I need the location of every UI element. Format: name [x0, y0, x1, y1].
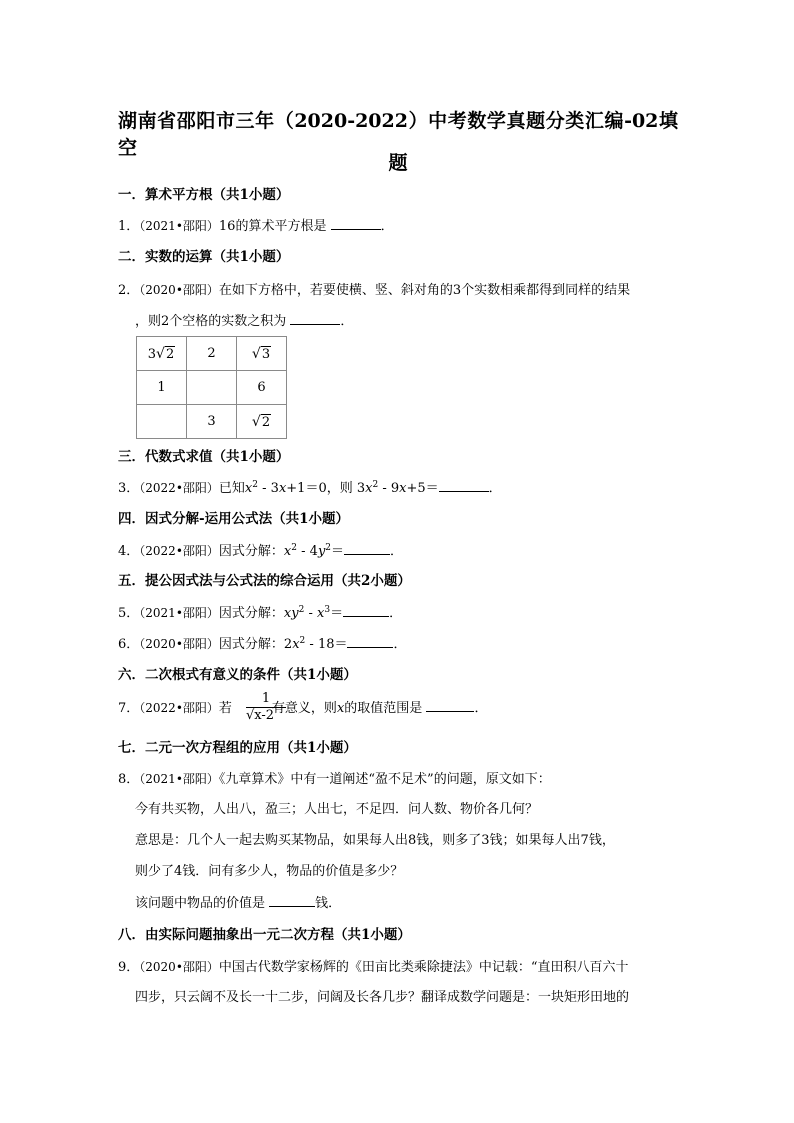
question-3: 3．（2022•邵阳）已知$x^2 - 3x+1=0$，则 $3x^2 - 9x+5=$ ． — [118, 480, 502, 496]
question-1 — [118, 217, 394, 236]
question-9-line1 — [118, 958, 629, 977]
section-6-heading: 六．二次根式有意义的条件（共1小题） — [118, 667, 357, 683]
document-title-line2: 题 — [388, 152, 408, 174]
document-title-line1: 湖南省邵阳市三年（2020-2022）中考数学真题分类汇编-02填空 — [118, 110, 678, 159]
q6-source: （2020•邵阳） — [139, 637, 219, 651]
question-6: 6．（2020•邵阳）因式分解：$2x^2 - 18=$ ． — [118, 636, 407, 652]
q7-fraction — [246, 692, 286, 723]
grid-cell-r2c3: 6 — [237, 371, 287, 405]
q4-answer-blank[interactable] — [344, 542, 390, 555]
section-8-heading: 八．由实际问题抽象出一元二次方程（共1小题） — [118, 927, 411, 943]
section-5-heading: 五．提公因式法与公式法的综合运用（共2小题） — [118, 573, 411, 589]
q1-end: ． — [380, 219, 394, 234]
question-8-line4: 则少了4钱．问有多少人，物品的价值是多少？ — [135, 864, 404, 879]
q7-number: 7． — [118, 701, 140, 716]
q1-number: 1． — [118, 219, 140, 234]
q9-source: （2020•邵阳） — [139, 960, 219, 974]
q2-number: 2． — [118, 283, 140, 298]
q3-source: （2022•邵阳） — [139, 481, 219, 495]
q8-text1: 《九章算术》中有一道阐述“盈不足术”的问题，原文如下： — [218, 772, 551, 787]
question-8-line1 — [118, 770, 551, 789]
q1-text: 16的算术平方根是 — [218, 219, 327, 234]
grid-cell-r2c1: 1 — [137, 371, 187, 405]
q5-text: 因式分解： — [218, 606, 284, 621]
grid-cell-r3c3: √2 — [237, 405, 287, 439]
q6-text: 因式分解： — [218, 637, 284, 652]
q7-source: （2022•邵阳） — [139, 701, 219, 715]
section-3-heading: 三．代数式求值（共1小题） — [118, 449, 290, 465]
section-1-heading: 一．算术平方根（共1小题） — [118, 187, 290, 203]
q5-number: 5． — [118, 606, 140, 621]
q1-source: （2021•邵阳） — [139, 219, 219, 233]
q9-number: 9． — [118, 960, 140, 975]
q2-text2: ，则2个空格的实数之积为 — [135, 314, 287, 329]
grid-cell-r1c2: 2 — [187, 337, 237, 371]
q3-text: 已知 — [218, 481, 245, 496]
question-4: 4．（2022•邵阳）因式分解：$x^2 - 4y^2=$ ． — [118, 543, 404, 559]
question-7: 7．（2022•邵阳）若 有意义，则x的取值范围是 ． — [118, 701, 488, 716]
section-2-heading: 二．实数的运算（共1小题） — [118, 249, 290, 265]
section-7-heading: 七．二元一次方程组的应用（共1小题） — [118, 740, 357, 756]
q6-number: 6． — [118, 637, 140, 652]
q4-source: （2022•邵阳） — [139, 544, 219, 558]
grid-cell-r3c1-empty — [137, 405, 187, 439]
q2-end: ． — [340, 314, 354, 329]
question-5: 5．（2021•邵阳）因式分解：$xy^2 - x^3=$ ． — [118, 605, 403, 621]
question-9-line2: 四步，只云阔不及长一十二步，问阔及长各几步？翻译成数学问题是：一块矩形田地的 — [135, 990, 630, 1005]
q3-answer-blank[interactable] — [439, 479, 489, 492]
q3-number: 3． — [118, 481, 140, 496]
question-8-line3: 意思是：几个人一起去购买某物品，如果每人出8钱，则多了3钱；如果每人出7钱， — [135, 833, 615, 848]
q8-number: 8． — [118, 772, 140, 787]
question-8-line5: 该问题中物品的价值是 钱． — [135, 896, 342, 911]
q8-answer-blank[interactable] — [269, 894, 315, 907]
q4-number: 4． — [118, 544, 140, 559]
q2-answer-blank[interactable] — [290, 312, 340, 325]
grid-cell-r1c1: 3√2 — [137, 337, 187, 371]
q2-source: （2020•邵阳） — [139, 283, 219, 297]
q6-answer-blank[interactable] — [347, 635, 393, 648]
q7-answer-blank[interactable] — [426, 699, 474, 712]
question-8-line2: 今有共买物，人出八，盈三；人出七，不足四．问人数、物价各几何？ — [135, 802, 539, 817]
q1-answer-blank[interactable] — [331, 217, 381, 230]
magic-square-grid — [136, 336, 287, 439]
q8-source: （2021•邵阳） — [139, 772, 219, 786]
section-4-heading: 四．因式分解-运用公式法（共1小题） — [118, 511, 349, 527]
grid-cell-r1c3: √3 — [237, 337, 287, 371]
q4-text: 因式分解： — [218, 544, 284, 559]
grid-cell-r3c2: 3 — [187, 405, 237, 439]
q7-fraction-denominator: √x-2 — [246, 708, 275, 723]
q7-text: 若 — [218, 701, 232, 716]
q9-text1: 中国古代数学家杨辉的《田亩比类乘除捷法》中记载：“直田积八百六十 — [218, 960, 629, 975]
q2-text1: 在如下方格中，若要使横、竖、斜对角的3个实数相乘都得到同样的结果 — [218, 283, 631, 298]
grid-cell-r2c2-empty — [187, 371, 237, 405]
q8-text5: 该问题中物品的价值是 — [135, 896, 266, 911]
q5-answer-blank[interactable] — [343, 604, 389, 617]
q7-fraction-numerator: 1 — [261, 691, 271, 706]
question-2-line1 — [118, 281, 630, 300]
question-2-line2 — [135, 312, 353, 331]
q5-source: （2021•邵阳） — [139, 606, 219, 620]
